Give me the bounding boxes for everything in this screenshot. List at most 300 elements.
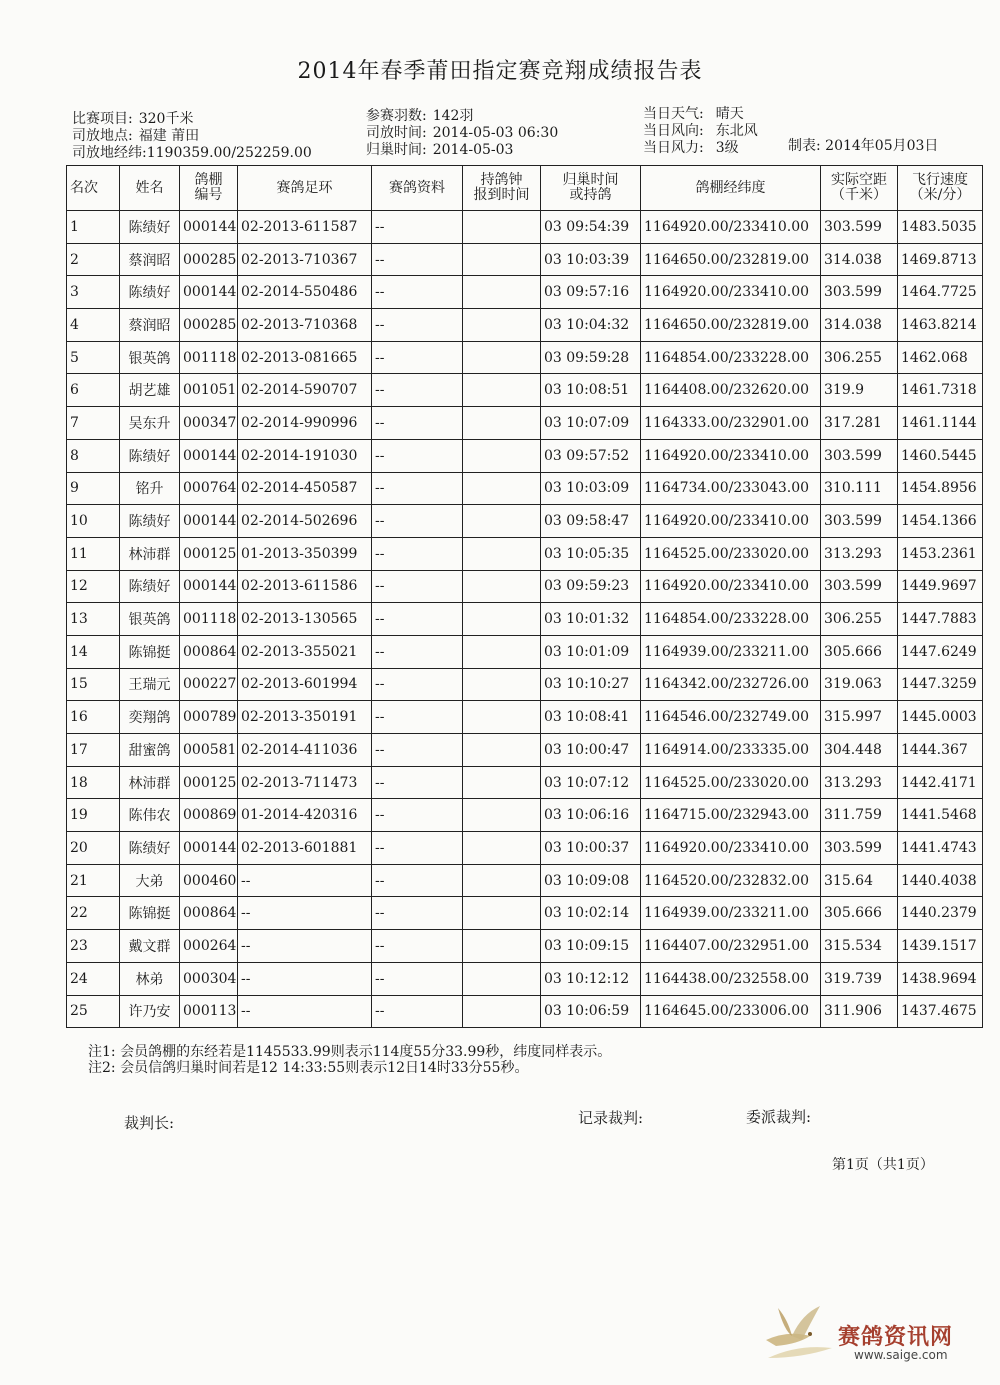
cell-name: 铭升 [120, 472, 180, 505]
cell-speed: 1441.4743 [898, 832, 983, 865]
cell-clock [463, 701, 541, 734]
cell-coord: 1164342.00/232726.00 [641, 668, 821, 701]
cell-arrival: 03 09:54:39 [541, 211, 641, 244]
cell-name: 吴东升 [120, 407, 180, 440]
table-maker [788, 135, 938, 155]
header-speed: 飞行速度 （米/分） [898, 166, 983, 211]
cell-name: 陈绩好 [120, 211, 180, 244]
cell-info: -- [372, 799, 463, 832]
cell-name: 陈绩好 [120, 276, 180, 309]
cell-speed: 1440.2379 [898, 897, 983, 930]
cell-arrival: 03 10:03:09 [541, 472, 641, 505]
cell-rank: 2 [67, 243, 120, 276]
chief-referee-label: 裁判长: [124, 1114, 175, 1132]
cell-speed: 1469.8713 [898, 243, 983, 276]
cell-speed: 1461.7318 [898, 374, 983, 407]
cell-coord: 1164520.00/232832.00 [641, 864, 821, 897]
cell-ring: 02-2013-611586 [238, 570, 372, 603]
cell-coord: 1164914.00/233335.00 [641, 734, 821, 767]
report-title: 2014年春季莆田指定赛竞翔成绩报告表 [297, 59, 703, 84]
weather-label: 当日天气: [643, 106, 704, 122]
cell-info: -- [372, 766, 463, 799]
cell-info: -- [372, 374, 463, 407]
cell-distance: 314.038 [821, 243, 898, 276]
cell-distance: 303.599 [821, 276, 898, 309]
wind-direction-label: 当日风向: [643, 123, 704, 139]
cell-ring: 02-2013-130565 [238, 603, 372, 636]
cell-distance: 319.063 [821, 668, 898, 701]
table-row [67, 243, 983, 276]
cell-distance: 319.739 [821, 962, 898, 995]
cell-ring: -- [238, 897, 372, 930]
cell-distance: 310.111 [821, 472, 898, 505]
cell-name: 蔡润昭 [120, 243, 180, 276]
cell-speed: 1449.9697 [898, 570, 983, 603]
table-row [67, 734, 983, 767]
cell-rank: 11 [67, 537, 120, 570]
notes [88, 1044, 611, 1076]
table-row [67, 668, 983, 701]
cell-name: 银英鸽 [120, 603, 180, 636]
cell-clock [463, 243, 541, 276]
cell-speed: 1454.1366 [898, 505, 983, 538]
cell-rank: 23 [67, 930, 120, 963]
table-row [67, 505, 983, 538]
cell-ring: -- [238, 864, 372, 897]
cell-distance: 311.906 [821, 995, 898, 1028]
watermark-url: www.saige.com [854, 1348, 948, 1362]
cell-rank: 9 [67, 472, 120, 505]
header-loft: 鸽棚 编号 [180, 166, 238, 211]
cell-arrival: 03 10:04:32 [541, 309, 641, 342]
cell-clock [463, 505, 541, 538]
cell-loft: 000113 [180, 995, 238, 1028]
cell-speed: 1445.0003 [898, 701, 983, 734]
cell-coord: 1164939.00/233211.00 [641, 897, 821, 930]
cell-distance: 305.666 [821, 897, 898, 930]
cell-name: 戴文群 [120, 930, 180, 963]
table-row [67, 995, 983, 1028]
cell-distance: 305.666 [821, 635, 898, 668]
cell-loft: 000144 [180, 505, 238, 538]
cell-loft: 001051 [180, 374, 238, 407]
cell-clock [463, 734, 541, 767]
cell-clock [463, 930, 541, 963]
cell-ring: 02-2013-601881 [238, 832, 372, 865]
cell-info: -- [372, 635, 463, 668]
cell-arrival: 03 10:02:14 [541, 897, 641, 930]
cell-clock [463, 668, 541, 701]
cell-speed: 1437.4675 [898, 995, 983, 1028]
cell-loft: 000227 [180, 668, 238, 701]
cell-ring: 02-2013-710368 [238, 309, 372, 342]
cell-loft: 000144 [180, 570, 238, 603]
cell-ring: 02-2014-191030 [238, 439, 372, 472]
cell-rank: 12 [67, 570, 120, 603]
cell-clock [463, 897, 541, 930]
cell-rank: 1 [67, 211, 120, 244]
cell-clock [463, 570, 541, 603]
header-clock: 持鸽钟 报到时间 [463, 166, 541, 211]
cell-clock [463, 341, 541, 374]
cell-speed: 1441.5468 [898, 799, 983, 832]
cell-coord: 1164920.00/233410.00 [641, 211, 821, 244]
cell-rank: 16 [67, 701, 120, 734]
cell-arrival: 03 10:08:51 [541, 374, 641, 407]
cell-info: -- [372, 668, 463, 701]
cell-ring: 01-2013-350399 [238, 537, 372, 570]
cell-speed: 1447.3259 [898, 668, 983, 701]
cell-rank: 8 [67, 439, 120, 472]
cell-ring: -- [238, 995, 372, 1028]
cell-speed: 1440.4038 [898, 864, 983, 897]
cell-clock [463, 799, 541, 832]
cell-speed: 1483.5035 [898, 211, 983, 244]
cell-loft: 001118 [180, 603, 238, 636]
watermark [758, 1300, 973, 1370]
cell-name: 大弟 [120, 864, 180, 897]
cell-coord: 1164734.00/233043.00 [641, 472, 821, 505]
cell-info: -- [372, 995, 463, 1028]
race-info-middle [366, 108, 558, 159]
cell-name: 王瑞元 [120, 668, 180, 701]
table-row [67, 407, 983, 440]
results-body [67, 211, 983, 1028]
cell-distance: 315.534 [821, 930, 898, 963]
cell-speed: 1444.367 [898, 734, 983, 767]
cell-coord: 1164920.00/233410.00 [641, 276, 821, 309]
cell-speed: 1439.1517 [898, 930, 983, 963]
cell-coord: 1164715.00/232943.00 [641, 799, 821, 832]
cell-coord: 1164650.00/232819.00 [641, 309, 821, 342]
cell-info: -- [372, 570, 463, 603]
cell-info: -- [372, 407, 463, 440]
race-info-left [72, 111, 312, 162]
cell-arrival: 03 09:59:28 [541, 341, 641, 374]
cell-speed: 1447.7883 [898, 603, 983, 636]
cell-distance: 314.038 [821, 309, 898, 342]
table-row [67, 930, 983, 963]
cell-clock [463, 211, 541, 244]
cell-arrival: 03 10:00:47 [541, 734, 641, 767]
cell-coord: 1164920.00/233410.00 [641, 505, 821, 538]
wind-force-value: 3级 [715, 140, 739, 156]
header-coord: 鸽棚经纬度 [641, 166, 821, 211]
table-row [67, 472, 983, 505]
table-row [67, 537, 983, 570]
cell-coord: 1164920.00/233410.00 [641, 832, 821, 865]
release-coord-value: 1190359.00/252259.00 [146, 145, 312, 161]
cell-coord: 1164525.00/233020.00 [641, 766, 821, 799]
cell-loft: 000285 [180, 309, 238, 342]
cell-loft: 000460 [180, 864, 238, 897]
cell-coord: 1164920.00/233410.00 [641, 439, 821, 472]
cell-distance: 303.599 [821, 211, 898, 244]
cell-coord: 1164408.00/232620.00 [641, 374, 821, 407]
cell-loft: 000144 [180, 211, 238, 244]
cell-info: -- [372, 439, 463, 472]
cell-info: -- [372, 897, 463, 930]
cell-loft: 000125 [180, 537, 238, 570]
cell-name: 胡艺雄 [120, 374, 180, 407]
cell-ring: 02-2014-450587 [238, 472, 372, 505]
cell-clock [463, 864, 541, 897]
cell-speed: 1454.8956 [898, 472, 983, 505]
cell-clock [463, 439, 541, 472]
cell-coord: 1164438.00/232558.00 [641, 962, 821, 995]
cell-clock [463, 995, 541, 1028]
table-row [67, 799, 983, 832]
cell-name: 陈绩好 [120, 570, 180, 603]
cell-arrival: 03 09:57:16 [541, 276, 641, 309]
cell-loft: 000264 [180, 930, 238, 963]
note-2: 注2: 会员信鸽归巢时间若是12 14:33:55则表示12日14时33分55秒。 [88, 1060, 529, 1076]
cell-name: 许乃安 [120, 995, 180, 1028]
return-time-label: 归巢时间: [366, 142, 427, 158]
cell-name: 甜蜜鸽 [120, 734, 180, 767]
cell-arrival: 03 10:07:12 [541, 766, 641, 799]
cell-arrival: 03 10:01:09 [541, 635, 641, 668]
cell-loft: 000144 [180, 832, 238, 865]
cell-clock [463, 635, 541, 668]
results-table [66, 165, 983, 1028]
header-info: 赛鸽资料 [372, 166, 463, 211]
assigned-referee-label: 委派裁判: [746, 1108, 812, 1126]
entries-value: 142羽 [432, 108, 474, 124]
table-row [67, 701, 983, 734]
header-name: 姓名 [120, 166, 180, 211]
release-time-value: 2014-05-03 06:30 [432, 125, 559, 141]
cell-info: -- [372, 603, 463, 636]
cell-clock [463, 962, 541, 995]
cell-ring: 02-2013-710367 [238, 243, 372, 276]
cell-ring: 02-2013-355021 [238, 635, 372, 668]
cell-ring: 01-2014-420316 [238, 799, 372, 832]
cell-loft: 000764 [180, 472, 238, 505]
cell-arrival: 03 10:08:41 [541, 701, 641, 734]
cell-clock [463, 603, 541, 636]
cell-name: 银英鸽 [120, 341, 180, 374]
cell-arrival: 03 10:09:15 [541, 930, 641, 963]
cell-info: -- [372, 341, 463, 374]
cell-speed: 1460.5445 [898, 439, 983, 472]
cell-info: -- [372, 472, 463, 505]
cell-ring: 02-2013-081665 [238, 341, 372, 374]
cell-rank: 20 [67, 832, 120, 865]
cell-name: 林沛群 [120, 766, 180, 799]
cell-coord: 1164333.00/232901.00 [641, 407, 821, 440]
cell-arrival: 03 10:06:59 [541, 995, 641, 1028]
cell-loft: 000581 [180, 734, 238, 767]
cell-distance: 306.255 [821, 603, 898, 636]
cell-coord: 1164920.00/233410.00 [641, 570, 821, 603]
release-place-value: 福建 莆田 [138, 128, 200, 144]
cell-name: 林沛群 [120, 537, 180, 570]
release-time-label: 司放时间: [366, 125, 427, 141]
cell-loft: 000125 [180, 766, 238, 799]
cell-arrival: 03 10:09:08 [541, 864, 641, 897]
cell-info: -- [372, 243, 463, 276]
cell-ring: 02-2014-411036 [238, 734, 372, 767]
cell-distance: 313.293 [821, 537, 898, 570]
cell-name: 陈伟农 [120, 799, 180, 832]
cell-coord: 1164854.00/233228.00 [641, 341, 821, 374]
note-1: 注1: 会员鸽棚的东经若是1145533.99则表示114度55分33.99秒，纬度同样表示。 [88, 1044, 612, 1060]
record-referee-label: 记录裁判: [578, 1109, 644, 1127]
cell-info: -- [372, 701, 463, 734]
entries-label: 参赛羽数: [366, 108, 427, 124]
cell-loft: 000789 [180, 701, 238, 734]
cell-arrival: 03 09:58:47 [541, 505, 641, 538]
cell-loft: 000869 [180, 799, 238, 832]
cell-loft: 000864 [180, 635, 238, 668]
cell-coord: 1164939.00/233211.00 [641, 635, 821, 668]
cell-rank: 4 [67, 309, 120, 342]
cell-distance: 319.9 [821, 374, 898, 407]
table-row [67, 897, 983, 930]
maker-label: 制表: [788, 138, 821, 154]
watermark-title: 赛鸽资讯网 [838, 1325, 954, 1350]
cell-arrival: 03 10:06:16 [541, 799, 641, 832]
cell-speed: 1438.9694 [898, 962, 983, 995]
cell-name: 陈绩好 [120, 505, 180, 538]
release-place-label: 司放地点: [72, 128, 133, 144]
table-row [67, 635, 983, 668]
table-header-row [67, 166, 983, 211]
table-row [67, 766, 983, 799]
cell-coord: 1164650.00/232819.00 [641, 243, 821, 276]
cell-ring: 02-2013-350191 [238, 701, 372, 734]
table-row [67, 603, 983, 636]
cell-rank: 18 [67, 766, 120, 799]
cell-arrival: 03 10:10:27 [541, 668, 641, 701]
cell-ring: 02-2014-990996 [238, 407, 372, 440]
cell-info: -- [372, 505, 463, 538]
cell-rank: 19 [67, 799, 120, 832]
race-info-right [643, 106, 758, 157]
cell-speed: 1464.7725 [898, 276, 983, 309]
table-row [67, 439, 983, 472]
table-row [67, 832, 983, 865]
cell-distance: 303.599 [821, 505, 898, 538]
cell-clock [463, 472, 541, 505]
cell-speed: 1447.6249 [898, 635, 983, 668]
cell-distance: 303.599 [821, 832, 898, 865]
cell-arrival: 03 10:05:35 [541, 537, 641, 570]
cell-ring: 02-2014-590707 [238, 374, 372, 407]
cell-arrival: 03 09:59:23 [541, 570, 641, 603]
cell-rank: 17 [67, 734, 120, 767]
cell-name: 陈锦挺 [120, 897, 180, 930]
cell-speed: 1462.068 [898, 341, 983, 374]
weather-value: 晴天 [715, 106, 744, 122]
cell-ring: 02-2013-711473 [238, 766, 372, 799]
cell-ring: 02-2014-550486 [238, 276, 372, 309]
header-rank: 名次 [67, 166, 120, 211]
cell-coord: 1164525.00/233020.00 [641, 537, 821, 570]
cell-loft: 001118 [180, 341, 238, 374]
cell-name: 陈锦挺 [120, 635, 180, 668]
cell-arrival: 03 10:03:39 [541, 243, 641, 276]
cell-rank: 13 [67, 603, 120, 636]
cell-coord: 1164645.00/233006.00 [641, 995, 821, 1028]
cell-arrival: 03 10:07:09 [541, 407, 641, 440]
cell-clock [463, 766, 541, 799]
cell-rank: 22 [67, 897, 120, 930]
table-row [67, 962, 983, 995]
cell-speed: 1461.1144 [898, 407, 983, 440]
pigeon-logo-icon [758, 1300, 838, 1370]
cell-speed: 1453.2361 [898, 537, 983, 570]
cell-info: -- [372, 962, 463, 995]
race-item-value: 320千米 [138, 111, 194, 127]
cell-clock [463, 407, 541, 440]
cell-distance: 303.599 [821, 439, 898, 472]
cell-info: -- [372, 864, 463, 897]
cell-distance: 317.281 [821, 407, 898, 440]
cell-speed: 1463.8214 [898, 309, 983, 342]
cell-rank: 15 [67, 668, 120, 701]
cell-rank: 25 [67, 995, 120, 1028]
cell-rank: 3 [67, 276, 120, 309]
cell-coord: 1164546.00/232749.00 [641, 701, 821, 734]
race-item-label: 比赛项目: [72, 111, 133, 127]
cell-ring: 02-2013-611587 [238, 211, 372, 244]
cell-loft: 000304 [180, 962, 238, 995]
table-row [67, 864, 983, 897]
cell-rank: 10 [67, 505, 120, 538]
cell-clock [463, 309, 541, 342]
cell-clock [463, 374, 541, 407]
cell-rank: 5 [67, 341, 120, 374]
cell-clock [463, 832, 541, 865]
cell-speed: 1442.4171 [898, 766, 983, 799]
cell-rank: 6 [67, 374, 120, 407]
cell-ring: 02-2013-601994 [238, 668, 372, 701]
cell-distance: 315.997 [821, 701, 898, 734]
cell-clock [463, 276, 541, 309]
cell-ring: -- [238, 962, 372, 995]
cell-info: -- [372, 211, 463, 244]
cell-loft: 000144 [180, 276, 238, 309]
cell-name: 林弟 [120, 962, 180, 995]
cell-rank: 21 [67, 864, 120, 897]
cell-name: 蔡润昭 [120, 309, 180, 342]
cell-loft: 000144 [180, 439, 238, 472]
header-ring: 赛鸽足环 [238, 166, 372, 211]
cell-coord: 1164854.00/233228.00 [641, 603, 821, 636]
cell-name: 陈绩好 [120, 832, 180, 865]
cell-loft: 000347 [180, 407, 238, 440]
cell-rank: 14 [67, 635, 120, 668]
cell-rank: 24 [67, 962, 120, 995]
cell-distance: 313.293 [821, 766, 898, 799]
header-distance: 实际空距 （千米） [821, 166, 898, 211]
table-row [67, 374, 983, 407]
cell-info: -- [372, 309, 463, 342]
cell-arrival: 03 10:00:37 [541, 832, 641, 865]
cell-ring: -- [238, 930, 372, 963]
table-row [67, 211, 983, 244]
maker-date: 2014年05月03日 [825, 138, 939, 154]
table-row [67, 276, 983, 309]
cell-info: -- [372, 930, 463, 963]
cell-distance: 315.64 [821, 864, 898, 897]
wind-direction-value: 东北风 [715, 123, 758, 139]
cell-info: -- [372, 734, 463, 767]
cell-distance: 304.448 [821, 734, 898, 767]
page-number: 第1页（共1页） [832, 1157, 934, 1173]
